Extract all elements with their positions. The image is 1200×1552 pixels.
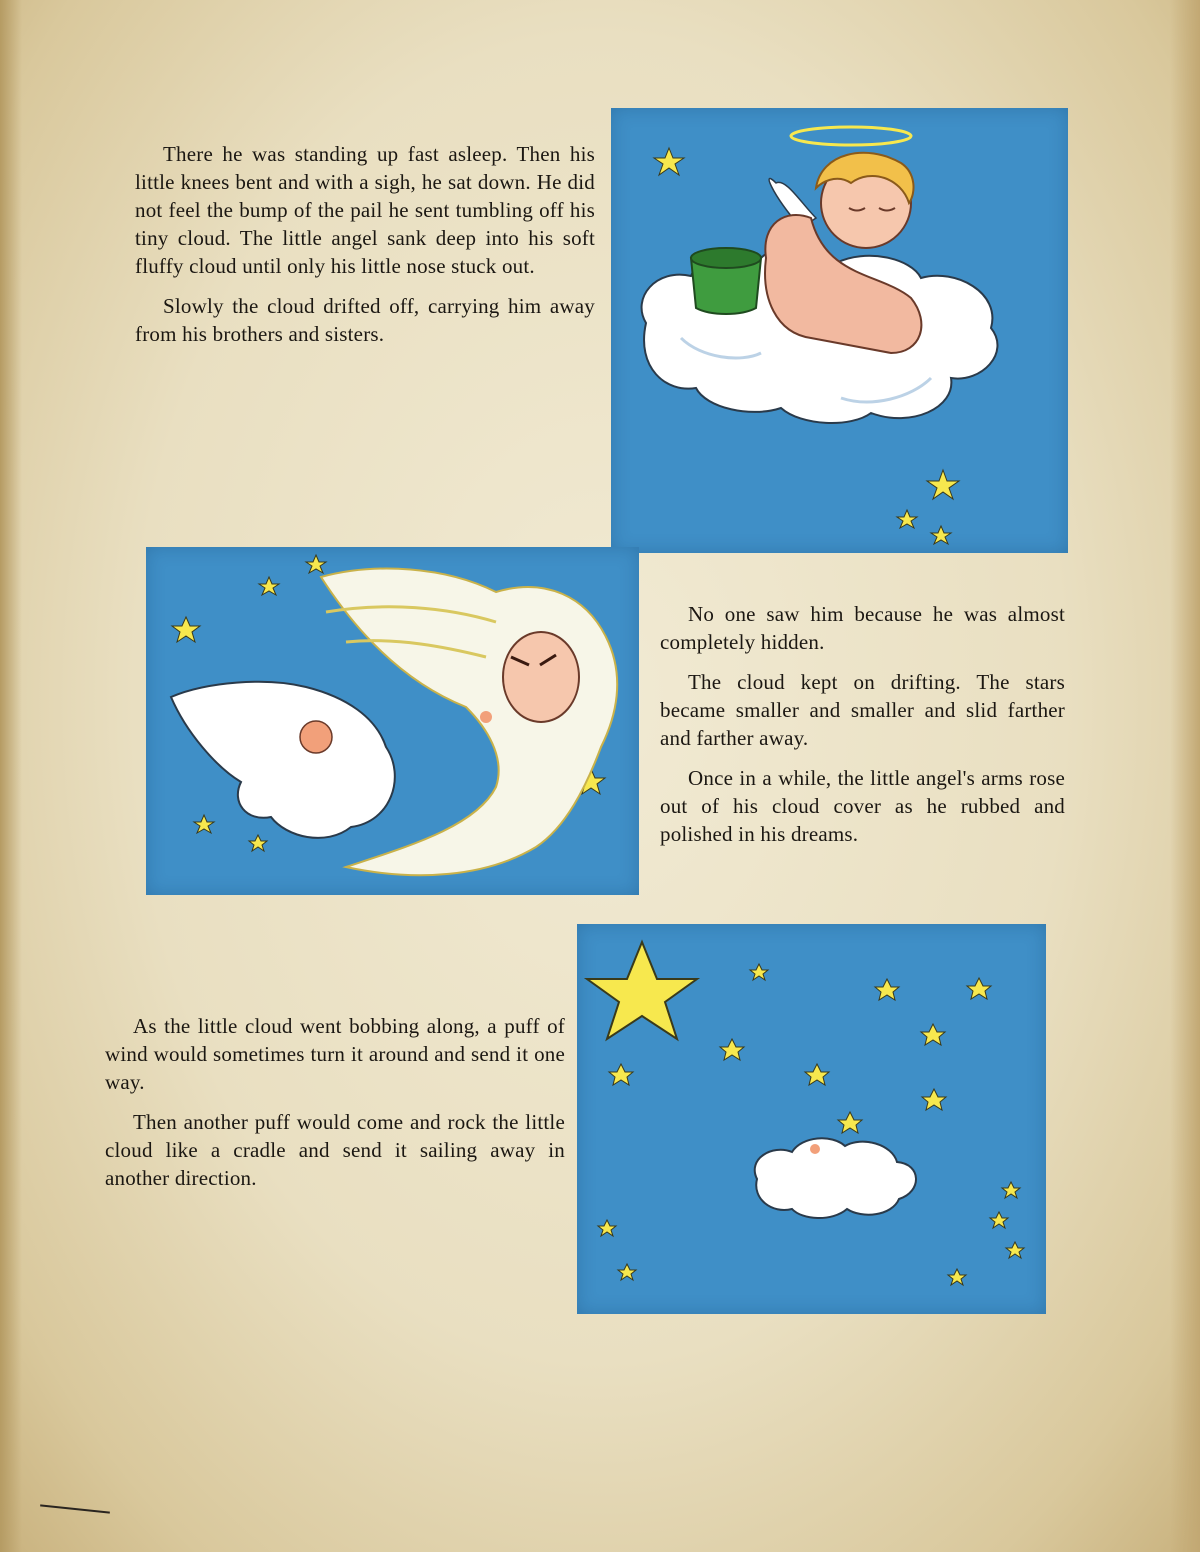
star-icon: [259, 577, 279, 595]
star-icon: [172, 617, 200, 642]
margin-mark: [40, 1504, 110, 1513]
halo-icon: [791, 127, 911, 145]
star-icon: [838, 1112, 862, 1133]
story-text-block-3: [105, 1012, 565, 1204]
cloud-icon: [755, 1138, 916, 1218]
story-paragraph: No one saw him because he was almost completely hidden.: [660, 602, 1065, 654]
star-icon: [750, 964, 768, 980]
star-icon: [598, 1220, 616, 1236]
star-icon: [948, 1269, 966, 1285]
page-binding-edge: [0, 0, 22, 1552]
star-icon: [654, 148, 684, 175]
star-icon: [618, 1264, 636, 1280]
star-icon: [609, 1064, 633, 1085]
star-icon: [897, 510, 917, 528]
star-icon: [1002, 1182, 1020, 1198]
illustration-sleeping-angel: [611, 108, 1068, 553]
story-paragraph: There he was standing up fast asleep. Then his little knees bent and with a sigh, he sat down. He did not feel the bump of the pail he sent tumbling off his tiny cloud. The little angel sank deep into his soft fluffy cloud until only his little nose stuck out.: [135, 142, 595, 278]
story-text-block-1: [135, 140, 595, 360]
angel-figure: [765, 153, 921, 353]
story-paragraph: Once in a while, the little angel's arms rose out of his cloud cover as he rubbed and polished in his dreams.: [660, 766, 1065, 846]
star-icon: [249, 835, 267, 851]
star-icon: [931, 526, 951, 544]
pail-icon: [691, 248, 761, 314]
story-paragraph: The cloud kept on drifting. The stars became smaller and smaller and slid farther and farther away.: [660, 670, 1065, 750]
big-star-icon: [587, 942, 697, 1039]
illustration-wind-face: [146, 547, 639, 895]
story-paragraph: Slowly the cloud drifted off, carrying him away from his brothers and sisters.: [135, 294, 595, 346]
star-icon: [720, 1039, 744, 1060]
story-paragraph: As the little cloud went bobbing along, a puff of wind would sometimes turn it around and send it one way.: [105, 1014, 565, 1094]
cloud-icon: [171, 682, 395, 838]
star-icon: [922, 1089, 946, 1110]
page-right-edge: [1170, 0, 1200, 1552]
story-paragraph: Then another puff would come and rock the little cloud like a cradle and send it sailing away in another direction.: [105, 1110, 565, 1190]
star-icon: [875, 979, 899, 1000]
star-icon: [194, 815, 214, 833]
story-text-block-2: [660, 600, 1065, 860]
illustration-cloud-stars: [577, 924, 1046, 1314]
star-icon: [306, 555, 326, 573]
star-icon: [967, 978, 991, 999]
star-icon: [921, 1024, 945, 1045]
star-icon: [990, 1212, 1008, 1228]
star-icon: [927, 470, 959, 499]
star-icon: [1006, 1242, 1024, 1258]
star-icon: [805, 1064, 829, 1085]
